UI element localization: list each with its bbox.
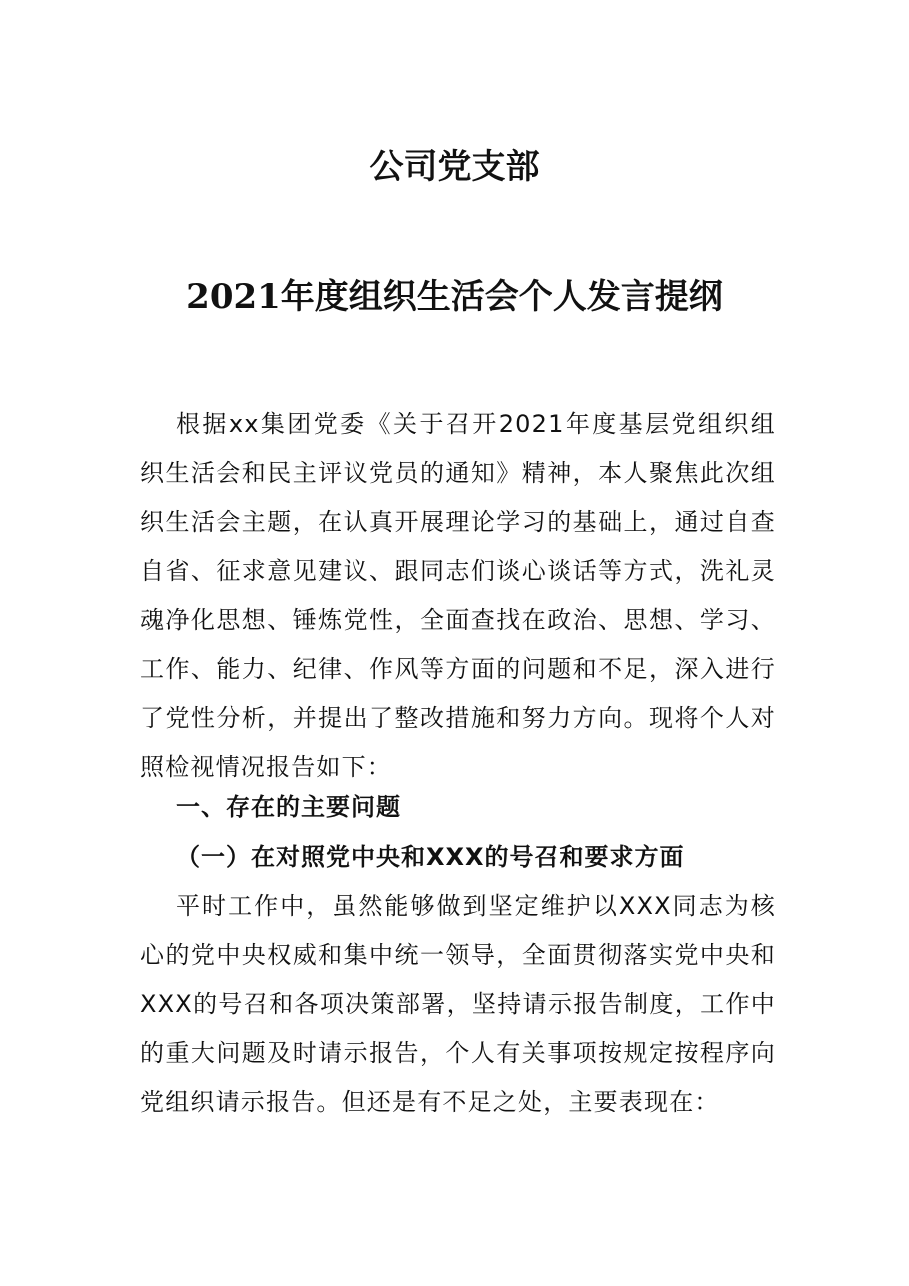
intro-paragraph: 根据xx集团党委《关于召开2021年度基层党组织组织生活会和民主评议党员的通知》精神，本人聚焦此次组织生活会主题，在认真开展理论学习的基础上，通过自查自省、征求意见建议、跟同志们谈心谈话等方式，洗礼灵魂净化思想、锤炼党性，全面查找在政治、思想、学习、工作、能力、纪律、作风等方面的问题和不足，深入进行了党性分析，并提出了整改措施和努力方向。现将个人对照检视情况报告如下：	[140, 410, 776, 781]
subsection-heading: （一）在对照党中央和XXX的号召和要求方面	[176, 843, 685, 871]
document-title-line-2: 2021年度组织生活会个人发言提纲	[186, 277, 723, 317]
document-title-line-1: 公司党支部	[369, 147, 540, 187]
body-paragraph: 平时工作中，虽然能够做到坚定维护以XXX同志为核心的党中央权威和集中统一领导，全面贯彻落实党中央和XXX的号召和各项决策部署，坚持请示报告制度，工作中的重大问题及时请示报告，个人有关事项按规定按程序向党组织请示报告。但还是有不足之处，主要表现在：	[140, 892, 776, 1116]
section-heading: 一、存在的主要问题	[176, 793, 401, 821]
